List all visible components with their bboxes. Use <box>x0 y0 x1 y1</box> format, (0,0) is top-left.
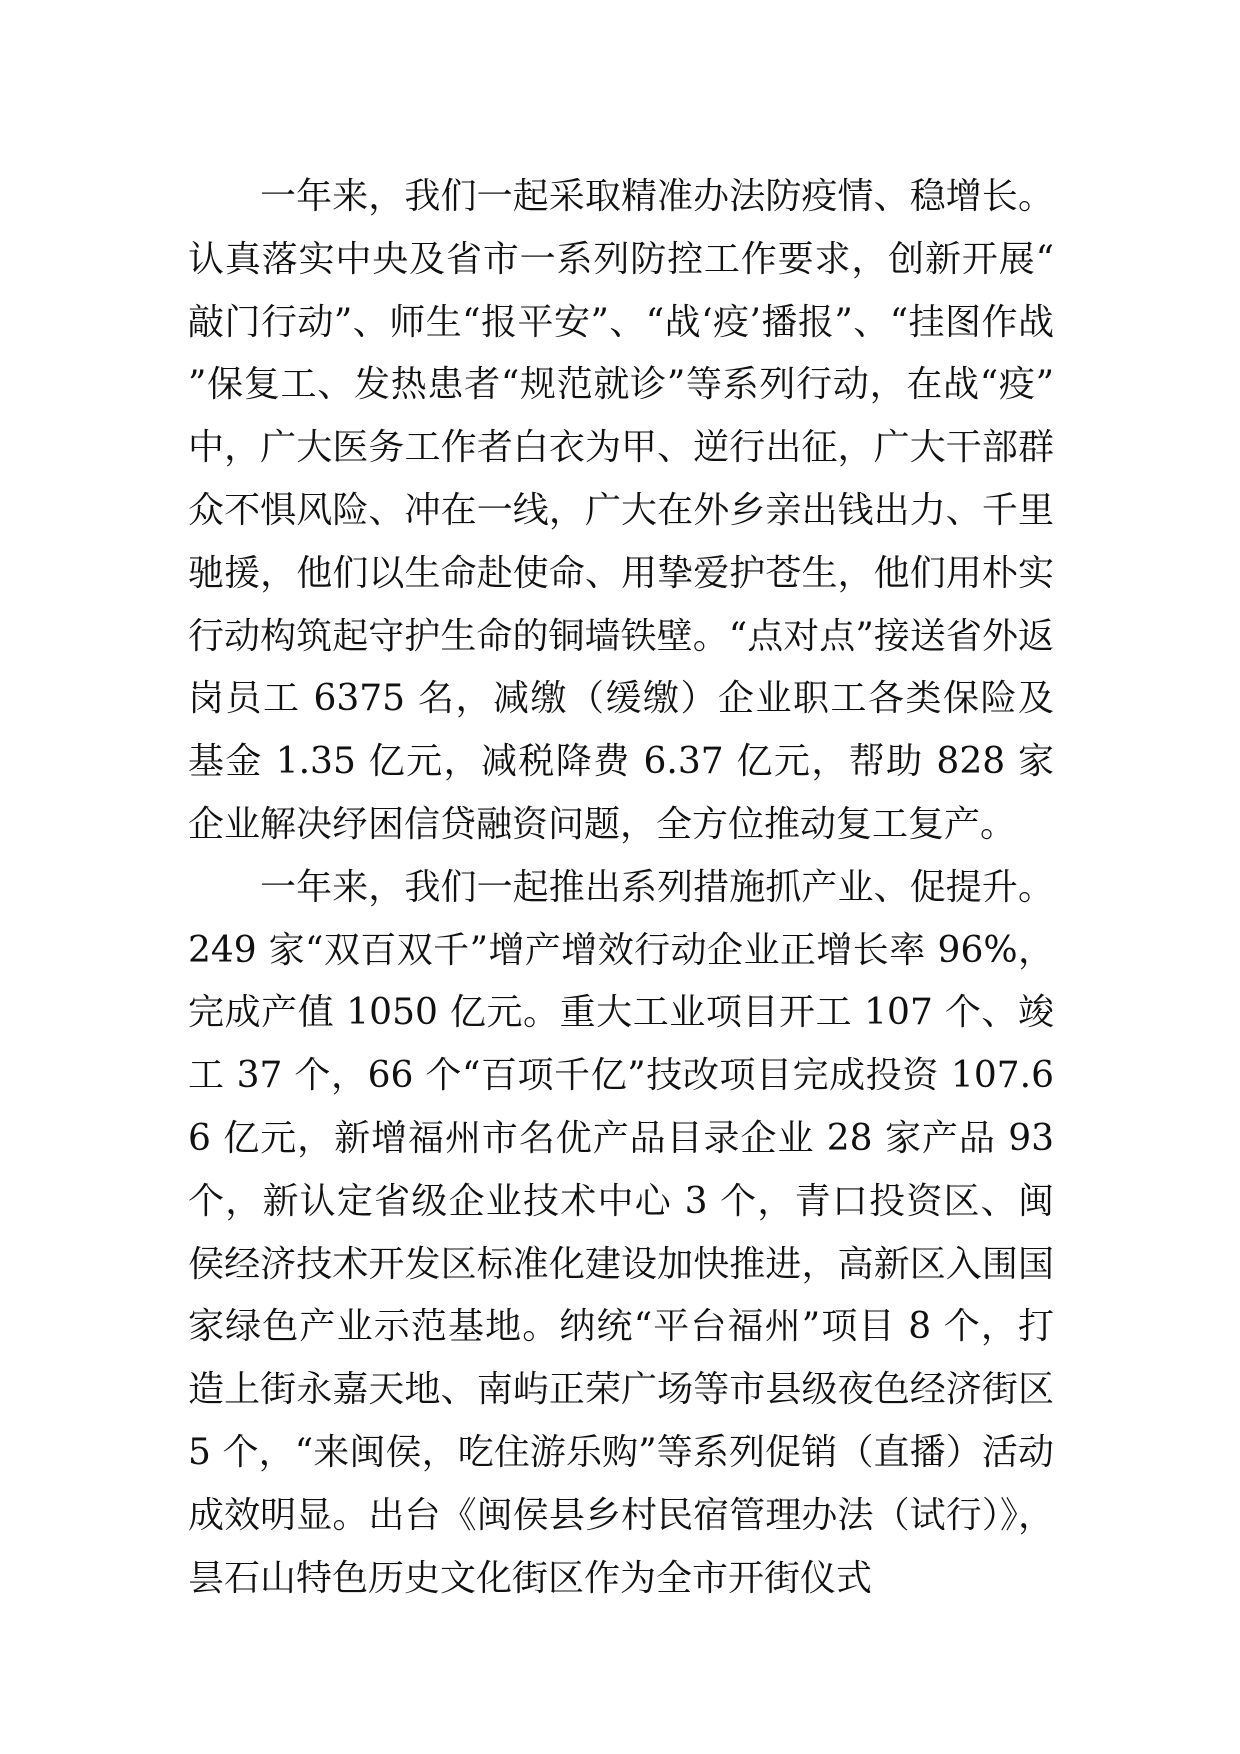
document-body <box>188 166 1054 1610</box>
paragraph-epidemic-prevention: 一年来，我们一起采取精准办法防疫情、稳增长。认真落实中央及省市一系列防控工作要求，创新开展“敲门行动”、师生“报平安”、“战‘疫’播报”、“挂图作战”保复工、发热患者“规范就诊”等系列行动，在战“疫”中，广大医务工作者白衣为甲、逆行出征，广大干部群众不惧风险、冲在一线，广大在外乡亲出钱出力、千里驰援，他们以生命赴使命、用挚爱护苍生，他们用朴实行动构筑起守护生命的铜墙铁壁。“点对点”接送省外返岗员工 6375 名，减缴（缓缴）企业职工各类保险及基金 1.35 亿元，减税降费 6.37 亿元，帮助 828 家企业解决纾困信贷融资问题，全方位推动复工复产。 <box>188 176 1054 845</box>
paragraph-industry-promotion: 一年来，我们一起推出系列措施抓产业、促提升。249 家“双百双千”增产增效行动企业正增长率 96%，完成产值 1050 亿元。重大工业项目开工 107 个、竣工 37 个，66 个“百项千亿”技改项目完成投资 107.66 亿元，新增福州市名优产品目录企业 28 家产品 93 个，新认定省级企业技术中心 3 个，青口投资区、闽侯经济技术开发区标准化建设加快推进，高新区入围国家绿色产业示范基地。纳统“平台福州”项目 8 个，打造上街永嘉天地、南屿正荣广场等市县级夜色经济街区 5 个，“来闽侯，吃住游乐购”等系列促销（直播）活动成效明显。出台《闽侯县乡村民宿管理办法（试行）》，昙石山特色历史文化街区作为全市开街仪式 <box>188 866 1054 1599</box>
